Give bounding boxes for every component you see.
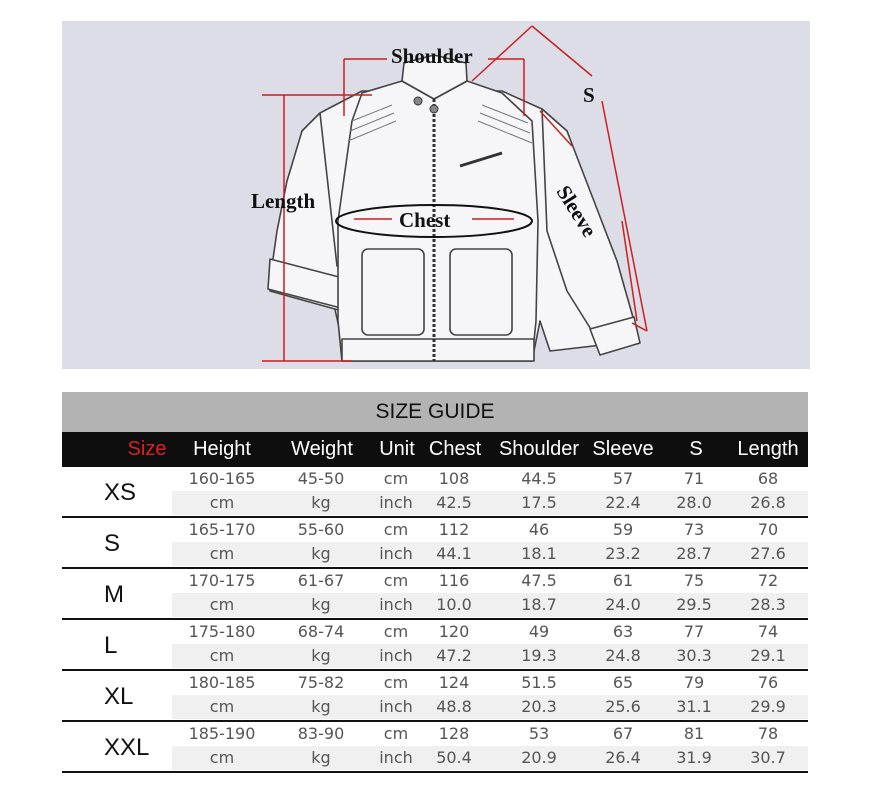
shoulder-label: Shoulder: [391, 44, 473, 68]
cell-s: 79: [683, 673, 705, 692]
size-row-block: [62, 569, 808, 620]
cell-chest: 10.0: [436, 595, 472, 614]
table-row-metric: [172, 569, 808, 593]
cell-unit: cm: [383, 724, 409, 743]
cell-chest: 44.1: [436, 544, 472, 563]
cell-height: cm: [209, 595, 235, 614]
cell-length: 27.6: [750, 544, 786, 563]
cell-shoulder: 53: [528, 724, 550, 743]
table-header: [62, 432, 808, 467]
cell-height: 185-190: [188, 724, 256, 743]
size-label: XS: [104, 479, 137, 506]
cell-s: 30.3: [676, 646, 712, 665]
size-row-block: [62, 620, 808, 671]
cell-unit: inch: [379, 493, 413, 512]
cell-chest: 108: [438, 469, 470, 488]
cell-chest: 42.5: [436, 493, 472, 512]
size-label: M: [104, 581, 124, 608]
cell-length: 72: [757, 571, 779, 590]
cell-unit: inch: [379, 697, 413, 716]
header-height: Height: [193, 438, 251, 460]
cell-height: cm: [209, 544, 235, 563]
cell-sleeve: 23.2: [605, 544, 641, 563]
jacket-illustration: [62, 21, 810, 369]
cell-weight: kg: [311, 544, 331, 563]
cell-weight: kg: [311, 646, 331, 665]
cell-shoulder: 49: [528, 622, 550, 641]
cell-shoulder: 19.3: [521, 646, 557, 665]
cell-shoulder: 44.5: [521, 469, 557, 488]
header-size: Size: [127, 438, 167, 460]
cell-height: cm: [209, 493, 235, 512]
table-row-imperial: [172, 593, 808, 617]
row-divider: [62, 771, 808, 773]
cell-sleeve: 57: [612, 469, 634, 488]
length-label: Length: [251, 189, 316, 213]
cell-weight: kg: [311, 493, 331, 512]
header-unit: Unit: [379, 438, 415, 460]
cell-length: 30.7: [750, 748, 786, 767]
cell-unit: cm: [383, 571, 409, 590]
cell-s: 71: [683, 469, 705, 488]
cell-shoulder: 18.7: [521, 595, 557, 614]
cell-length: 70: [757, 520, 779, 539]
cell-shoulder: 46: [528, 520, 550, 539]
header-shoulder: Shoulder: [498, 438, 580, 460]
table-row-metric: [172, 467, 808, 491]
cell-height: cm: [209, 646, 235, 665]
cell-weight: 75-82: [297, 673, 345, 692]
cell-unit: cm: [383, 520, 409, 539]
size-row-block: [62, 518, 808, 569]
cell-sleeve: 59: [612, 520, 634, 539]
cell-chest: 128: [438, 724, 470, 743]
cell-length: 78: [757, 724, 779, 743]
cell-chest: 112: [438, 520, 470, 539]
cell-weight: 55-60: [297, 520, 345, 539]
cell-sleeve: 22.4: [605, 493, 641, 512]
cell-unit: cm: [383, 469, 409, 488]
cell-shoulder: 47.5: [521, 571, 557, 590]
cell-weight: kg: [311, 595, 331, 614]
cell-shoulder: 17.5: [521, 493, 557, 512]
cell-length: 76: [757, 673, 779, 692]
header-sleeve: Sleeve: [592, 438, 654, 460]
cell-chest: 47.2: [436, 646, 472, 665]
table-row-metric: [172, 620, 808, 644]
cell-s: 75: [683, 571, 705, 590]
size-row-block: [62, 722, 808, 773]
cell-sleeve: 25.6: [605, 697, 641, 716]
cell-shoulder: 20.9: [521, 748, 557, 767]
cell-length: 68: [757, 469, 779, 488]
cell-weight: 45-50: [297, 469, 345, 488]
cell-length: 74: [757, 622, 779, 641]
table-row-metric: [172, 518, 808, 542]
header-length: Length: [737, 438, 799, 460]
size-guide-title: SIZE GUIDE: [62, 392, 808, 432]
cell-weight: 61-67: [297, 571, 345, 590]
cell-sleeve: 61: [612, 571, 634, 590]
table-row-imperial: [172, 695, 808, 719]
cell-height: cm: [209, 748, 235, 767]
table-row-metric: [172, 722, 808, 746]
table-row-imperial: [172, 644, 808, 668]
cell-chest: 116: [438, 571, 470, 590]
jacket-measurement-diagram: [62, 21, 810, 369]
cell-sleeve: 63: [612, 622, 634, 641]
cell-s: 31.1: [676, 697, 712, 716]
cell-weight: kg: [311, 697, 331, 716]
header-weight: Weight: [291, 438, 353, 460]
table-row-imperial: [172, 746, 808, 770]
cell-height: 165-170: [188, 520, 256, 539]
chest-label: Chest: [399, 208, 451, 232]
cell-s: 31.9: [676, 748, 712, 767]
cell-length: 28.3: [750, 595, 786, 614]
cell-height: 170-175: [188, 571, 256, 590]
cell-height: 180-185: [188, 673, 256, 692]
header-chest: Chest: [428, 438, 482, 460]
cell-weight: 83-90: [297, 724, 345, 743]
s-label: S: [583, 83, 595, 107]
sleeve-label: Sleeve: [551, 181, 602, 242]
cell-shoulder: 18.1: [521, 544, 557, 563]
cell-chest: 124: [438, 673, 470, 692]
cell-unit: cm: [383, 673, 409, 692]
size-row-block: [62, 671, 808, 722]
cell-unit: inch: [379, 595, 413, 614]
table-row-imperial: [172, 542, 808, 566]
cell-chest: 120: [438, 622, 470, 641]
cell-length: 26.8: [750, 493, 786, 512]
cell-unit: inch: [379, 544, 413, 563]
size-label: XXL: [104, 734, 150, 761]
cell-sleeve: 24.0: [605, 595, 641, 614]
cell-height: cm: [209, 697, 235, 716]
cell-chest: 48.8: [436, 697, 472, 716]
cell-length: 29.1: [750, 646, 786, 665]
cell-unit: inch: [379, 748, 413, 767]
cell-weight: 68-74: [297, 622, 345, 641]
cell-s: 73: [683, 520, 705, 539]
size-label: XL: [104, 683, 134, 710]
cell-shoulder: 20.3: [521, 697, 557, 716]
cell-height: 160-165: [188, 469, 256, 488]
cell-shoulder: 51.5: [521, 673, 557, 692]
header-s: S: [689, 438, 703, 460]
cell-s: 77: [683, 622, 705, 641]
cell-sleeve: 24.8: [605, 646, 641, 665]
size-label: S: [104, 530, 121, 557]
cell-chest: 50.4: [436, 748, 472, 767]
cell-length: 29.9: [750, 697, 786, 716]
cell-s: 81: [683, 724, 705, 743]
table-row-metric: [172, 671, 808, 695]
table-row-imperial: [172, 491, 808, 515]
size-row-block: [62, 467, 808, 518]
size-label: L: [104, 632, 118, 659]
cell-sleeve: 26.4: [605, 748, 641, 767]
cell-unit: inch: [379, 646, 413, 665]
cell-sleeve: 67: [612, 724, 634, 743]
cell-s: 28.7: [676, 544, 712, 563]
cell-unit: cm: [383, 622, 409, 641]
cell-s: 29.5: [676, 595, 712, 614]
cell-weight: kg: [311, 748, 331, 767]
cell-s: 28.0: [676, 493, 712, 512]
cell-height: 175-180: [188, 622, 256, 641]
cell-sleeve: 65: [612, 673, 634, 692]
